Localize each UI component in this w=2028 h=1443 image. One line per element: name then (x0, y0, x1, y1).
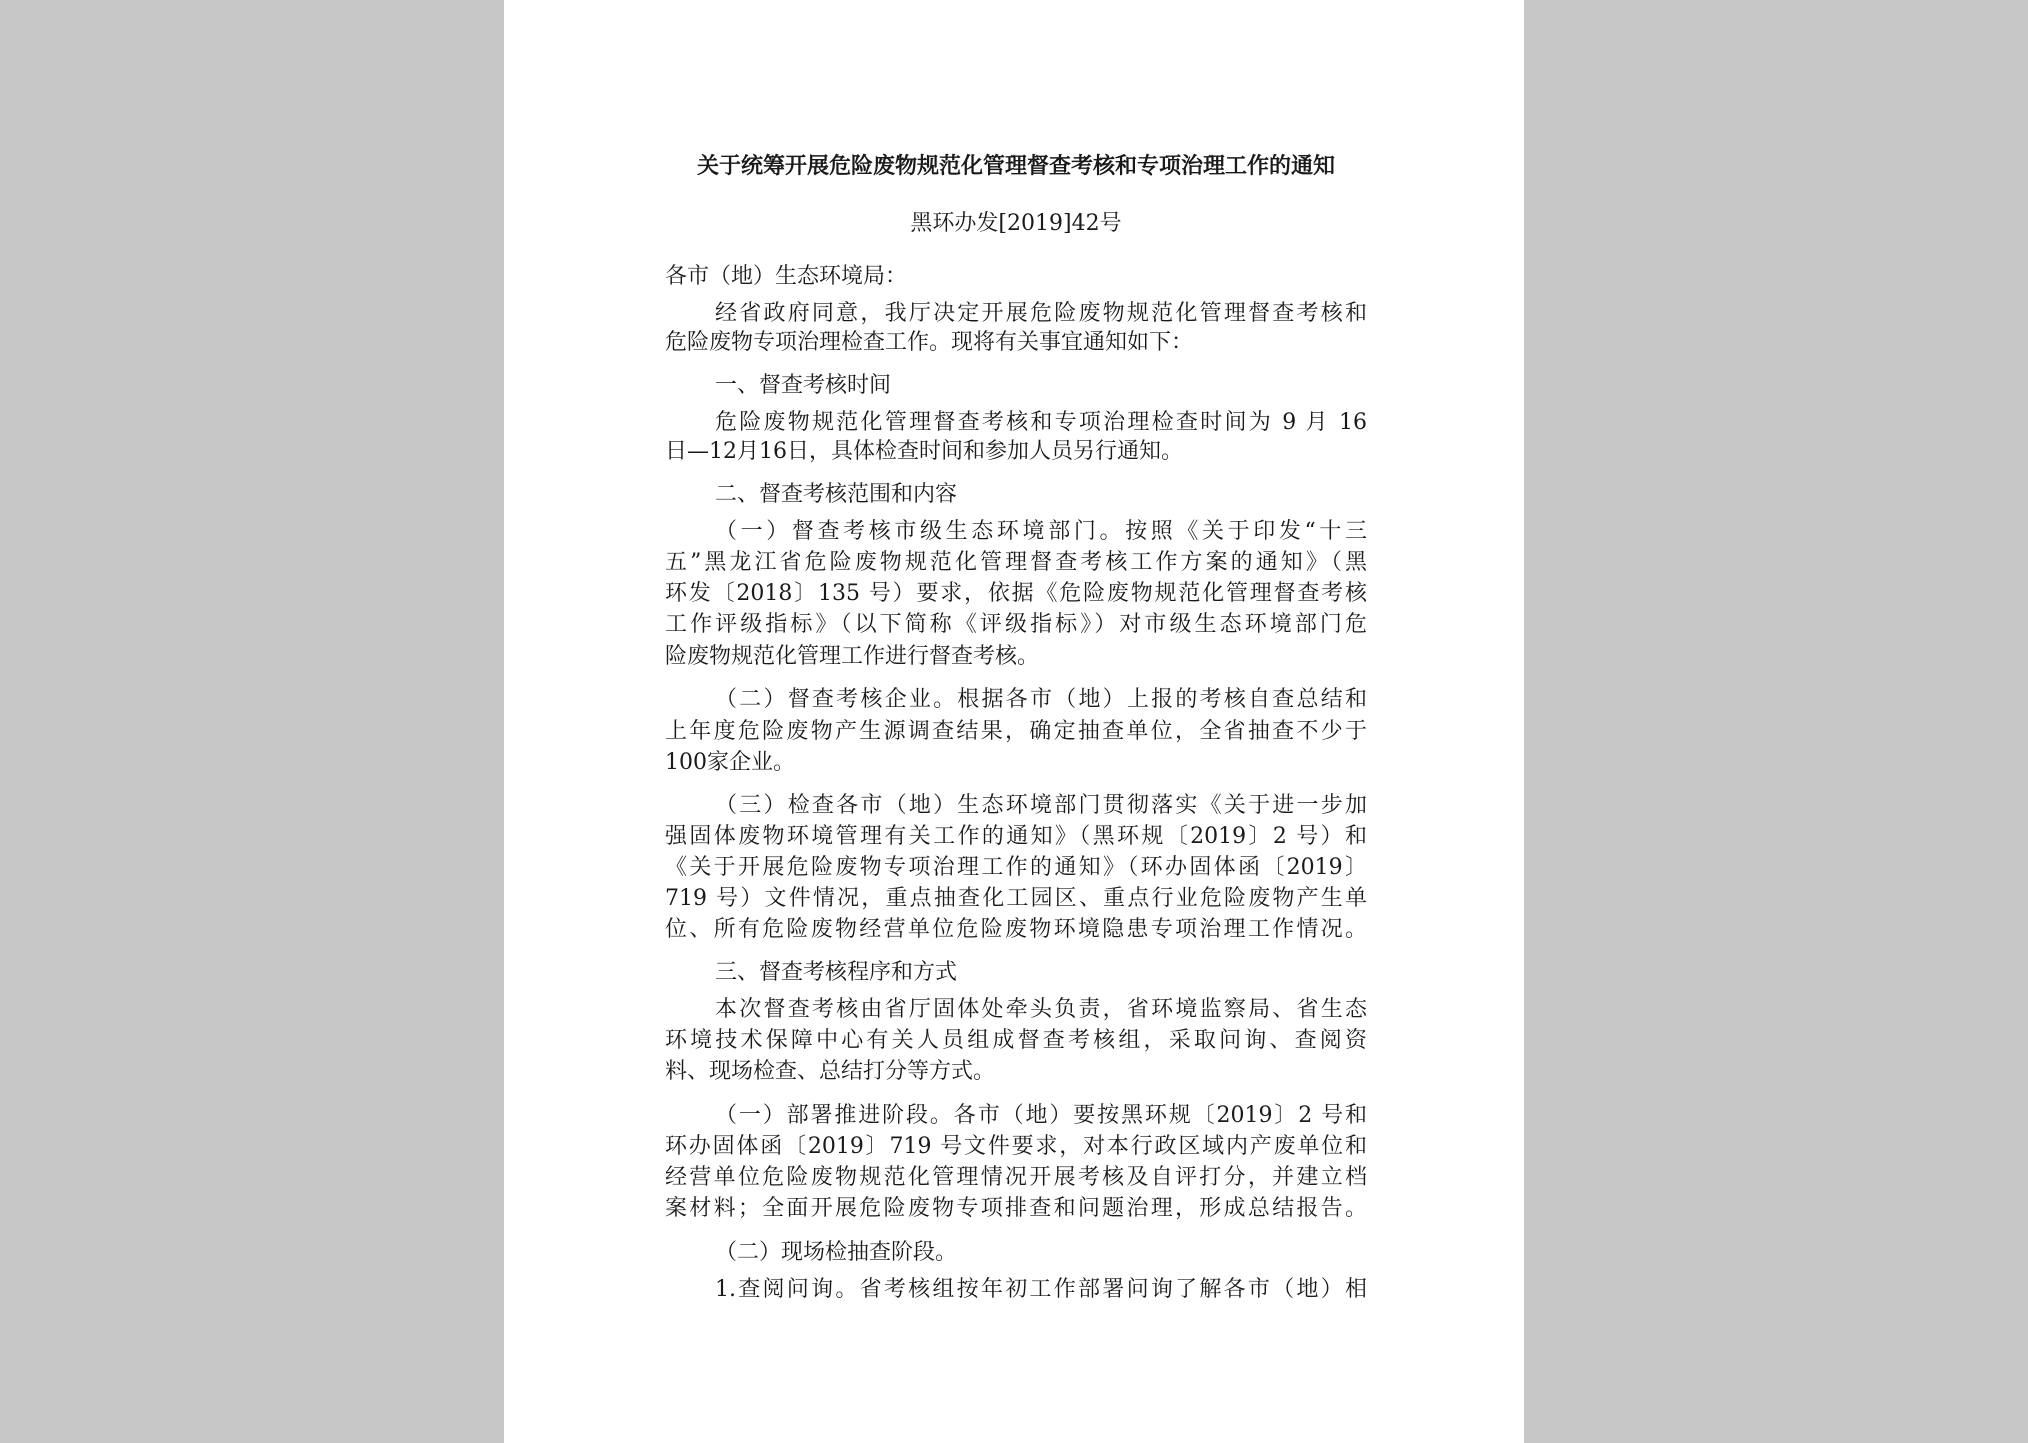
document-number: 黑环办发[2019]42号 (910, 211, 1122, 236)
document-title: 关于统筹开展危险废物规范化管理督查考核和专项治理工作的通知 (696, 153, 1335, 179)
document-page (504, 0, 1524, 1443)
body-text-line: 经营单位危险废物规范化管理情况开展考核及自评打分，并建立档 (665, 1165, 1367, 1190)
body-text-line: 料、现场检查、总结打分等方式。 (665, 1059, 996, 1084)
body-text-line: 案材料；全面开展危险废物专项排查和问题治理，形成总结报告。 (665, 1196, 1367, 1221)
body-text-line: 环境技术保障中心有关人员组成督查考核组，采取问询、查阅资 (665, 1028, 1367, 1053)
body-text-line: 二、督查考核范围和内容 (715, 482, 958, 507)
body-text-line: 《关于开展危险废物专项治理工作的通知》（环办固体函〔2019〕 (665, 855, 1367, 880)
body-text-line: 位、所有危险废物经营单位危险废物环境隐患专项治理工作情况。 (665, 917, 1367, 942)
body-text-line: （二）督查考核企业。根据各市（地）上报的考核自查总结和 (715, 687, 1367, 712)
body-text-line: 五”黑龙江省危险废物规范化管理督查考核工作方案的通知》（黑 (665, 550, 1367, 575)
body-text-line: （一）部署推进阶段。各市（地）要按黑环规〔2019〕2 号和 (715, 1103, 1367, 1128)
body-text-line: （二）现场检抽查阶段。 (715, 1240, 958, 1265)
body-text-line: 各市（地）生态环境局： (665, 264, 908, 289)
body-text-line: 危险废物规范化管理督查考核和专项治理检查时间为 9 月 16 (715, 410, 1367, 435)
body-text-line: 工作评级指标》（以下简称《评级指标》）对市级生态环境部门危 (665, 612, 1367, 637)
body-text-line: 经省政府同意，我厅决定开展危险废物规范化管理督查考核和 (715, 301, 1367, 326)
body-text-line: （三）检查各市（地）生态环境部门贯彻落实《关于进一步加 (715, 793, 1367, 818)
body-text-line: 危险废物专项治理检查工作。现将有关事宜通知如下： (665, 330, 1194, 355)
body-text-line: 环发〔2018〕135 号）要求，依据《危险废物规范化管理督查考核 (665, 581, 1367, 606)
body-text-line: 100家企业。 (665, 750, 795, 775)
body-text-line: 上年度危险废物产生源调查结果，确定抽查单位，全省抽查不少于 (665, 719, 1367, 744)
body-text-line: 险废物规范化管理工作进行督查考核。 (665, 644, 1040, 669)
body-text-line: 1.查阅问询。省考核组按年初工作部署问询了解各市（地）相 (715, 1277, 1367, 1302)
body-text-line: （一）督查考核市级生态环境部门。按照《关于印发“十三 (715, 519, 1367, 544)
body-text-line: 日—12月16日，具体检查时间和参加人员另行通知。 (665, 439, 1183, 464)
body-text-line: 本次督查考核由省厅固体处牵头负责，省环境监察局、省生态 (715, 997, 1367, 1022)
body-text-line: 一、督查考核时间 (715, 373, 892, 398)
body-text-line: 强固体废物环境管理有关工作的通知》（黑环规〔2019〕2 号）和 (665, 824, 1367, 849)
body-text-line: 环办固体函〔2019〕719 号文件要求，对本行政区域内产废单位和 (665, 1134, 1367, 1159)
body-text-line: 三、督查考核程序和方式 (715, 960, 958, 985)
body-text-line: 719 号）文件情况，重点抽查化工园区、重点行业危险废物产生单 (665, 886, 1367, 911)
